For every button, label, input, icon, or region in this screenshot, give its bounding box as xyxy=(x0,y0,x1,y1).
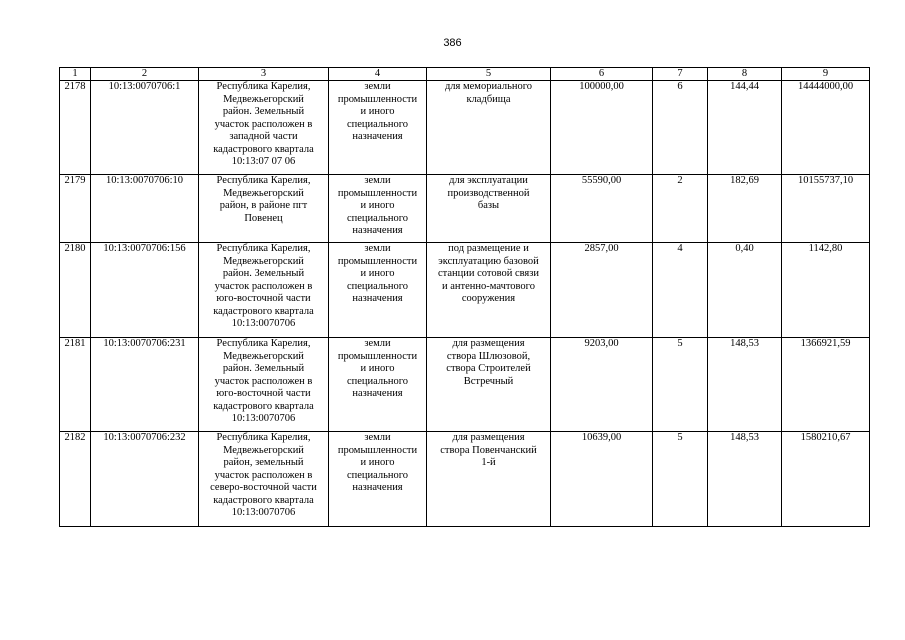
cadastral-number-cell: 10:13:0070706:232 xyxy=(91,432,199,527)
location-cell: Республика Карелия, Медвежьегорский район. Земельный участок расположен в юго-восточной части кадастрового квартала 10:13:0070706 xyxy=(199,338,329,432)
column-header: 8 xyxy=(708,68,782,81)
cadastral-value-cell: 1142,80 xyxy=(782,243,870,338)
area-cell: 2857,00 xyxy=(551,243,653,338)
column-header: 6 xyxy=(551,68,653,81)
cadastral-value-cell: 14444000,00 xyxy=(782,81,870,175)
area-cell: 10639,00 xyxy=(551,432,653,527)
column-header: 9 xyxy=(782,68,870,81)
rate-cell: 148,53 xyxy=(708,432,782,527)
row-number-cell: 2182 xyxy=(60,432,91,527)
permitted-use-cell: под размещение и эксплуатацию базовой станции сотовой связи и антенно-мачтового сооружения xyxy=(427,243,551,338)
cadastral-value-cell: 1366921,59 xyxy=(782,338,870,432)
rate-cell: 148,53 xyxy=(708,338,782,432)
group-cell: 6 xyxy=(653,81,708,175)
table-row xyxy=(60,175,870,243)
group-cell: 2 xyxy=(653,175,708,243)
page-number: 386 xyxy=(443,37,462,49)
location-cell: Республика Карелия, Медвежьегорский район, земельный участок расположен в северо-восточной части кадастрового квартала 10:13:0070706 xyxy=(199,432,329,527)
land-category-cell: земли промышленности и иного специального назначения xyxy=(329,175,427,243)
table-row xyxy=(60,338,870,432)
column-header: 3 xyxy=(199,68,329,81)
table-row xyxy=(60,432,870,527)
land-plots-table xyxy=(59,67,870,527)
table-row xyxy=(60,243,870,338)
location-cell: Республика Карелия, Медвежьегорский район, в районе пгт Повенец xyxy=(199,175,329,243)
column-header: 1 xyxy=(60,68,91,81)
group-cell: 5 xyxy=(653,432,708,527)
permitted-use-cell: для размещения створа Шлюзовой, створа Строителей Встречный xyxy=(427,338,551,432)
row-number-cell: 2181 xyxy=(60,338,91,432)
cadastral-number-cell: 10:13:0070706:156 xyxy=(91,243,199,338)
table-row xyxy=(60,81,870,175)
permitted-use-cell: для размещения створа Повенчанский 1-й xyxy=(427,432,551,527)
location-cell: Республика Карелия, Медвежьегорский район. Земельный участок расположен в юго-восточной части кадастрового квартала 10:13:0070706 xyxy=(199,243,329,338)
cadastral-value-cell: 10155737,10 xyxy=(782,175,870,243)
rate-cell: 0,40 xyxy=(708,243,782,338)
land-category-cell: земли промышленности и иного специального назначения xyxy=(329,81,427,175)
cadastral-number-cell: 10:13:0070706:1 xyxy=(91,81,199,175)
area-cell: 100000,00 xyxy=(551,81,653,175)
group-cell: 5 xyxy=(653,338,708,432)
column-header: 4 xyxy=(329,68,427,81)
cadastral-number-cell: 10:13:0070706:231 xyxy=(91,338,199,432)
column-header: 7 xyxy=(653,68,708,81)
table-header-row xyxy=(60,68,870,81)
group-cell: 4 xyxy=(653,243,708,338)
area-cell: 55590,00 xyxy=(551,175,653,243)
land-category-cell: земли промышленности и иного специального назначения xyxy=(329,243,427,338)
permitted-use-cell: для мемориального кладбища xyxy=(427,81,551,175)
column-header: 5 xyxy=(427,68,551,81)
column-header: 2 xyxy=(91,68,199,81)
rate-cell: 182,69 xyxy=(708,175,782,243)
row-number-cell: 2178 xyxy=(60,81,91,175)
area-cell: 9203,00 xyxy=(551,338,653,432)
land-category-cell: земли промышленности и иного специального назначения xyxy=(329,432,427,527)
cadastral-value-cell: 1580210,67 xyxy=(782,432,870,527)
row-number-cell: 2180 xyxy=(60,243,91,338)
land-category-cell: земли промышленности и иного специального назначения xyxy=(329,338,427,432)
location-cell: Республика Карелия, Медвежьегорский район. Земельный участок расположен в западной части кадастрового квартала 10:13:07 07 06 xyxy=(199,81,329,175)
permitted-use-cell: для эксплуатации производственной базы xyxy=(427,175,551,243)
cadastral-number-cell: 10:13:0070706:10 xyxy=(91,175,199,243)
row-number-cell: 2179 xyxy=(60,175,91,243)
rate-cell: 144,44 xyxy=(708,81,782,175)
